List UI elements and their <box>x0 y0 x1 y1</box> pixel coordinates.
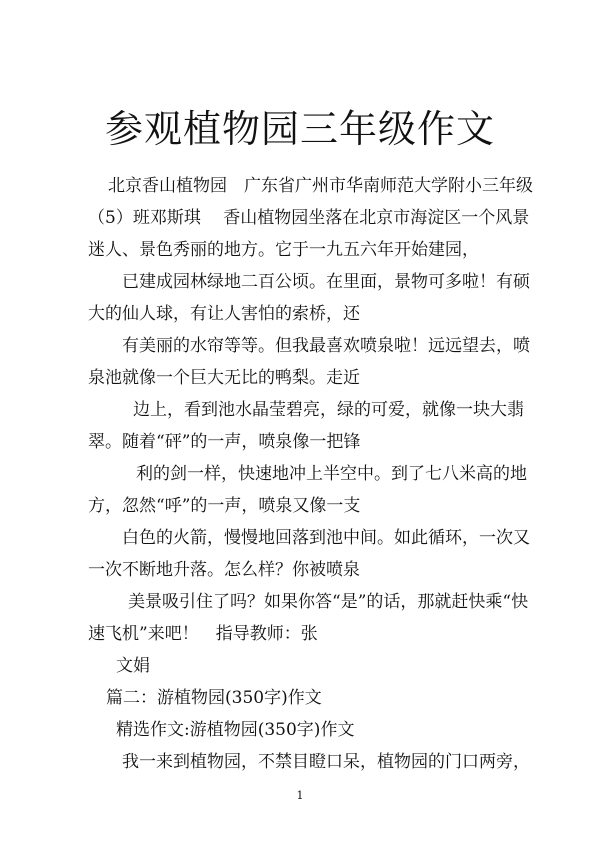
text-line: 北京香山植物园 广东省广州市华南师范大学附小三年级 <box>108 176 533 196</box>
text-line: 翠。随着“砰”的一声，喷泉像一把锋 <box>88 432 361 452</box>
text-line: 一次不断地升落。怎么样？你被喷泉 <box>88 560 360 580</box>
text-line: 精选作文:游植物园(350字)作文 <box>116 720 355 740</box>
text-line: 美景吸引住了吗？如果你答“是”的话，那就赶快乘“快 <box>128 592 529 612</box>
text-line: 文娟 <box>116 656 150 676</box>
document-title: 参观植物园三年级作文 <box>104 107 495 151</box>
text-line: 边上，看到池水晶莹碧亮，绿的可爱，就像一块大翡 <box>133 400 524 420</box>
text-line: 已建成园林绿地二百公顷。在里面，景物可多啦！有硕 <box>122 272 530 292</box>
text-line: 利的剑一样，快速地冲上半空中。到了七八米高的地 <box>136 464 527 484</box>
text-line: 有美丽的水帘等等。但我最喜欢喷泉啦！远远望去，喷 <box>122 336 530 356</box>
text-line: 泉池就像一个巨大无比的鸭梨。走近 <box>88 368 360 388</box>
text-line: 白色的火箭，慢慢地回落到池中间。如此循环，一次又 <box>122 528 530 548</box>
page-number: 1 <box>296 789 304 802</box>
text-line: 方，忽然“呼”的一声，喷泉又像一支 <box>88 496 361 516</box>
text-line: （5）班邓斯琪 香山植物园坐落在北京市海淀区一个风景 <box>88 208 530 228</box>
text-line: 我一来到植物园，不禁目瞪口呆，植物园的门口两旁， <box>122 752 530 772</box>
text-line: 速飞机”来吧！ 指导教师：张 <box>88 624 318 644</box>
text-line: 篇二：游植物园(350字)作文 <box>106 688 322 708</box>
text-line: 迷人、景色秀丽的地方。它于一九五六年开始建园， <box>88 240 479 260</box>
text-line: 大的仙人球，有让人害怕的索桥，还 <box>88 304 360 324</box>
